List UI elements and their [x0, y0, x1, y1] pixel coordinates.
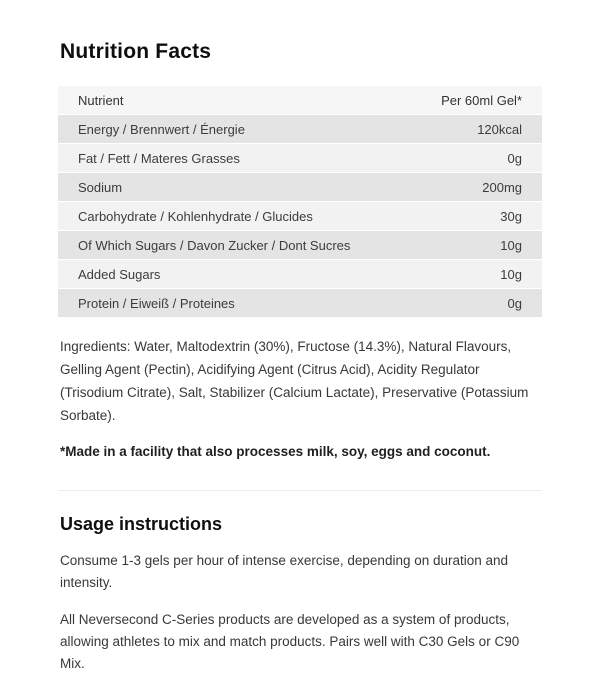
nutrient-name: Added Sugars	[78, 266, 161, 282]
nutrient-amount: 10g	[500, 237, 522, 253]
usage-instructions-title: Usage instructions	[60, 514, 223, 534]
table-row	[58, 144, 542, 172]
column-header-nutrient: Nutrient	[78, 92, 124, 108]
table-row	[58, 231, 542, 259]
table-row	[58, 115, 542, 143]
usage-paragraph-2: All Neversecond C-Series products are developed as a system of products, allowing athletes to mix and match products. Pairs well with C30 Gels or C90 Mix.	[60, 612, 520, 671]
column-header-amount: Per 60ml Gel*	[441, 92, 522, 108]
nutrient-amount: 0g	[507, 150, 522, 166]
nutrient-amount: 200mg	[482, 179, 522, 195]
nutrient-name: Carbohydrate / Kohlenhydrate / Glucides	[78, 208, 313, 224]
nutrition-table	[58, 86, 542, 317]
section-divider	[58, 490, 542, 491]
nutrient-amount: 120kcal	[477, 121, 522, 137]
nutrient-amount: 10g	[500, 266, 522, 282]
nutrition-table-body	[58, 115, 542, 317]
nutrient-name: Fat / Fett / Materes Grasses	[78, 150, 240, 166]
table-row	[58, 289, 542, 317]
nutrient-amount: 30g	[500, 208, 522, 224]
nutrient-name: Sodium	[78, 179, 123, 195]
table-row	[58, 260, 542, 288]
nutrient-name: Energy / Brennwert / Énergie	[78, 121, 245, 137]
table-row	[58, 202, 542, 230]
table-row	[58, 173, 542, 201]
usage-paragraph-1: Consume 1-3 gels per hour of intense exercise, depending on duration and intensity.	[60, 553, 509, 590]
nutrient-amount: 0g	[507, 295, 522, 311]
nutrient-name: Of Which Sugars / Davon Zucker / Dont Sucres	[78, 237, 351, 253]
allergen-note: *Made in a facility that also processes milk, soy, eggs and coconut.	[60, 444, 491, 459]
page-title: Nutrition Facts	[60, 40, 212, 63]
nutrient-name: Protein / Eiweiß / Proteines	[78, 295, 235, 311]
table-header-row	[58, 86, 542, 114]
ingredients-text: Ingredients: Water, Maltodextrin (30%), Fructose (14.3%), Natural Flavours, Gelling Agent (Pectin), Acidifying Agent (Citrus Acid), Acidity Regulator (Trisodium Citrate), Salt, Stabilizer (Calcium Lactate), Preservative (Potassium Sorbate).	[60, 339, 529, 423]
